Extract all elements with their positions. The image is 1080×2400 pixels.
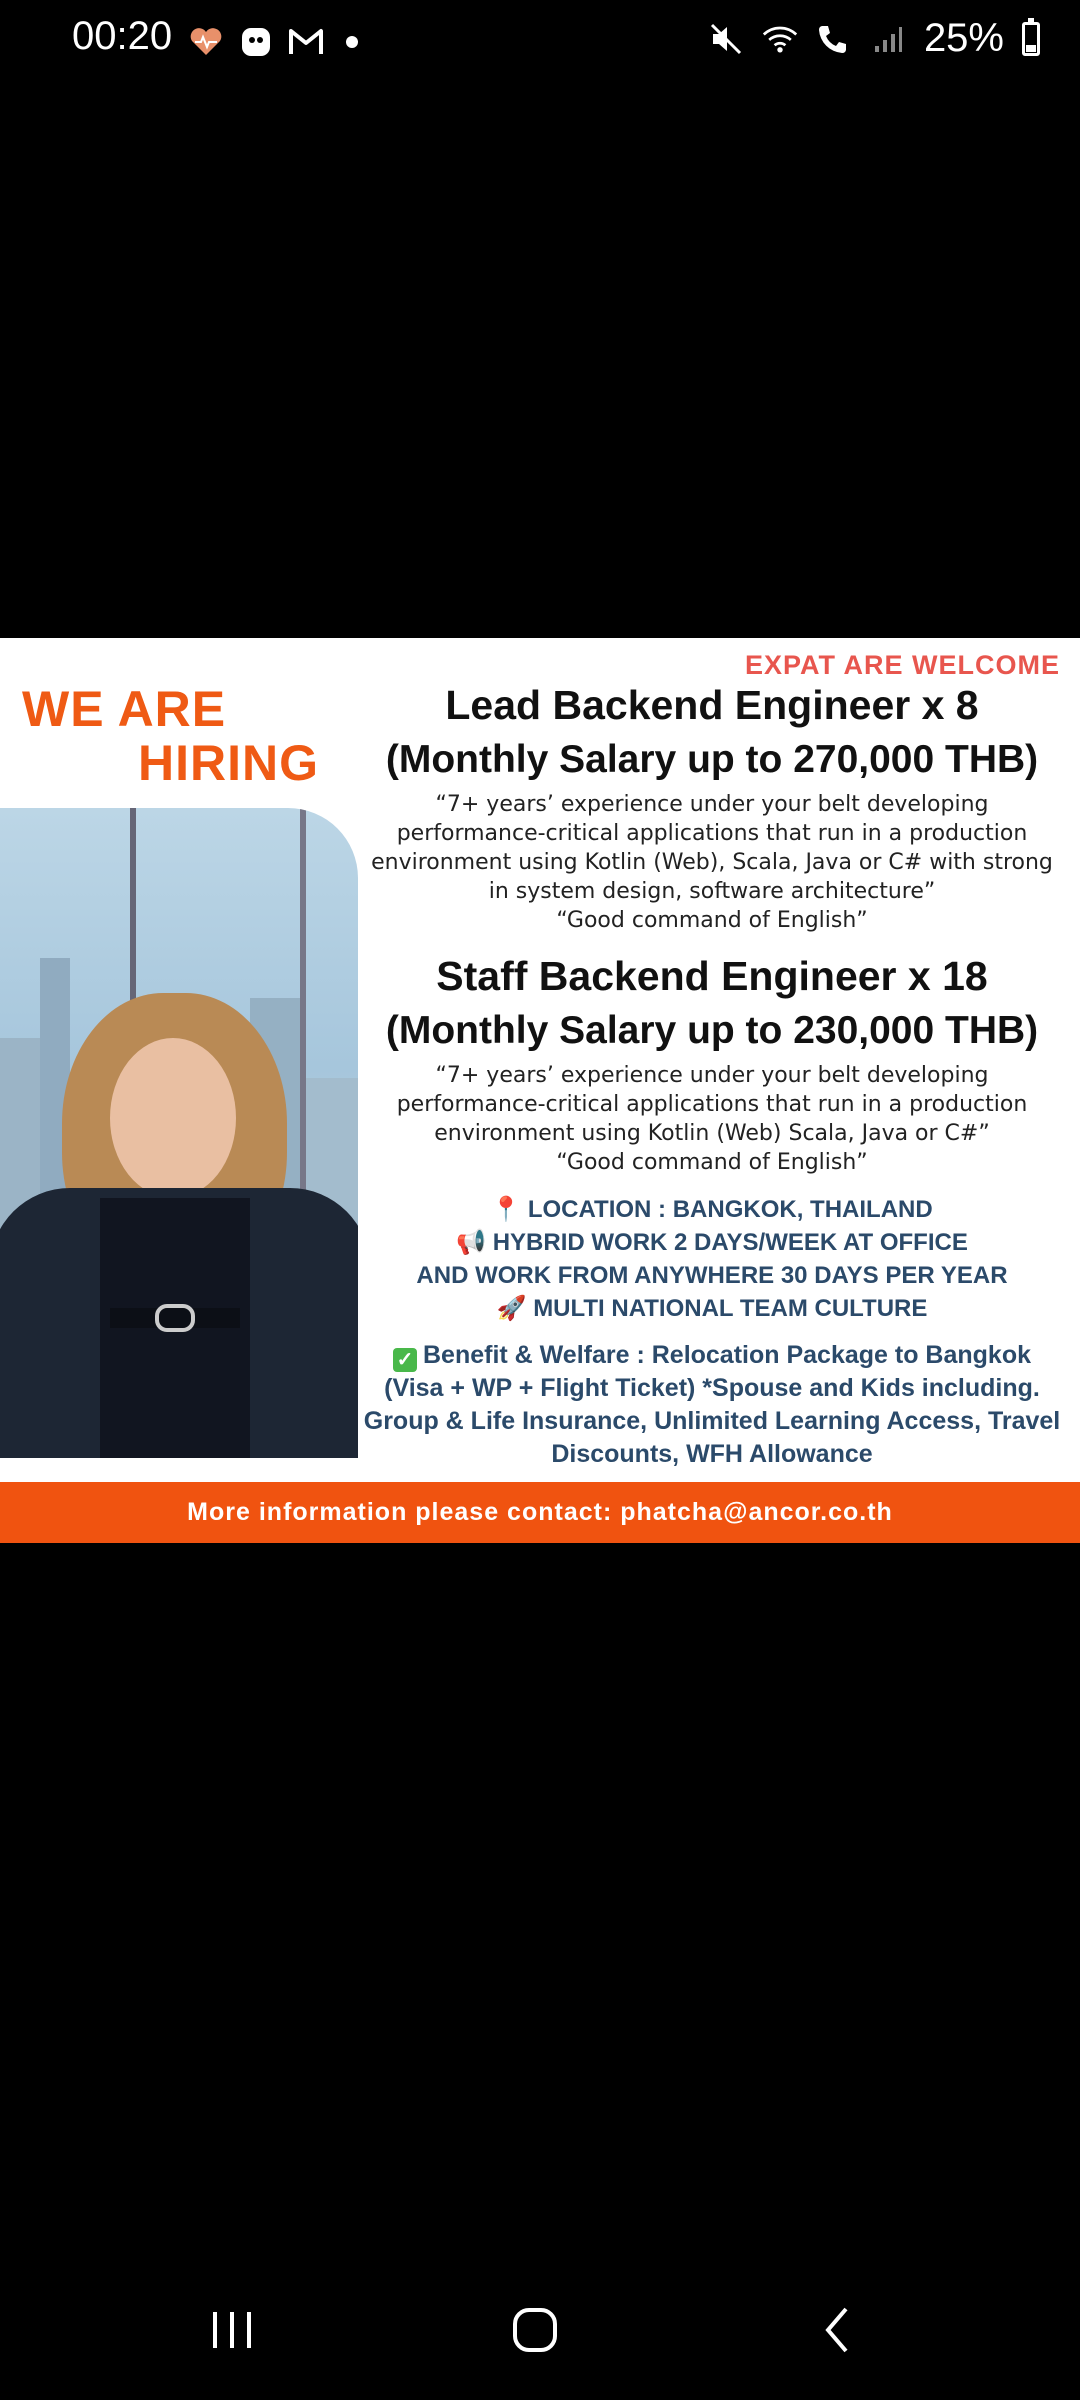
system-icons	[708, 16, 1040, 61]
job-title: Staff Backend Engineer x 18	[436, 953, 988, 999]
job-title: Lead Backend Engineer x 8	[445, 682, 979, 728]
job-description: “7+ years’ experience under your belt developing performance-critical applications that run in a production environment using Kotlin (Web), Scala, Java or C# with strong in system design, software architecture”	[371, 792, 1053, 904]
job-salary: (Monthly Salary up to 270,000 THB)	[385, 738, 1039, 781]
checkmark-icon: ✓	[393, 1348, 417, 1372]
back-icon	[818, 2305, 858, 2355]
notification-icons	[188, 24, 358, 60]
signal-icon	[870, 21, 906, 57]
home-icon	[510, 2305, 560, 2355]
gmail-icon	[288, 24, 324, 60]
contact-bar: More information please contact: phatcha@ancor.co.th	[0, 1482, 1080, 1543]
location-text: LOCATION : BANGKOK, THAILAND	[527, 1196, 933, 1223]
pin-icon: 📍	[491, 1195, 522, 1223]
dot-icon	[346, 36, 358, 48]
recruiter-photo	[0, 808, 358, 1458]
job-block-lead	[362, 678, 1062, 935]
job-salary: (Monthly Salary up to 230,000 THB)	[385, 1009, 1039, 1052]
battery-fill	[1026, 45, 1036, 52]
anywhere-text: AND WORK FROM ANYWHERE 30 DAYS PER YEAR	[416, 1262, 1008, 1289]
job-english-requirement: “Good command of English”	[556, 908, 868, 933]
mute-icon	[708, 21, 744, 57]
wifi-icon	[762, 21, 798, 57]
benefits	[362, 1339, 1062, 1471]
status-bar	[0, 0, 1080, 90]
job-advert-image[interactable]	[0, 638, 1080, 1543]
recents-button[interactable]	[197, 2300, 267, 2360]
home-button[interactable]	[500, 2300, 570, 2360]
job-details	[362, 678, 1062, 1471]
work-info	[362, 1193, 1062, 1325]
wifi-call-icon	[816, 21, 852, 57]
status-time: 00:20	[72, 14, 173, 58]
job-english-requirement: “Good command of English”	[556, 1150, 868, 1175]
megaphone-icon: 📢	[456, 1228, 487, 1256]
battery-icon	[1022, 22, 1040, 56]
hiring-heading-line1: WE ARE	[22, 681, 227, 737]
back-button[interactable]	[803, 2300, 873, 2360]
expat-tagline: EXPAT ARE WELCOME	[744, 650, 1060, 680]
navigation-bar	[0, 2270, 1080, 2390]
battery-percentage: 25%	[923, 16, 1004, 60]
benefit-text: Benefit & Welfare : Relocation Package to Bangkok (Visa + WP + Flight Ticket) *Spouse and Kids including. Group & Life Insurance, Unlimited Learning Access, Travel Discounts, WFH Allowance	[363, 1341, 1061, 1468]
heart-icon	[188, 24, 224, 60]
job-description: “7+ years’ experience under your belt developing performance-critical applications that run in a production environment using Kotlin (Web) Scala, Java or C#”	[396, 1063, 1028, 1146]
culture-text: MULTI NATIONAL TEAM CULTURE	[533, 1295, 928, 1322]
ghost-app-icon	[238, 24, 274, 60]
job-block-staff	[362, 949, 1062, 1177]
hybrid-text: HYBRID WORK 2 DAYS/WEEK AT OFFICE	[492, 1229, 968, 1256]
recents-icon	[207, 2308, 257, 2352]
hiring-heading-line2: HIRING	[138, 735, 319, 791]
rocket-icon: 🚀	[496, 1294, 527, 1322]
